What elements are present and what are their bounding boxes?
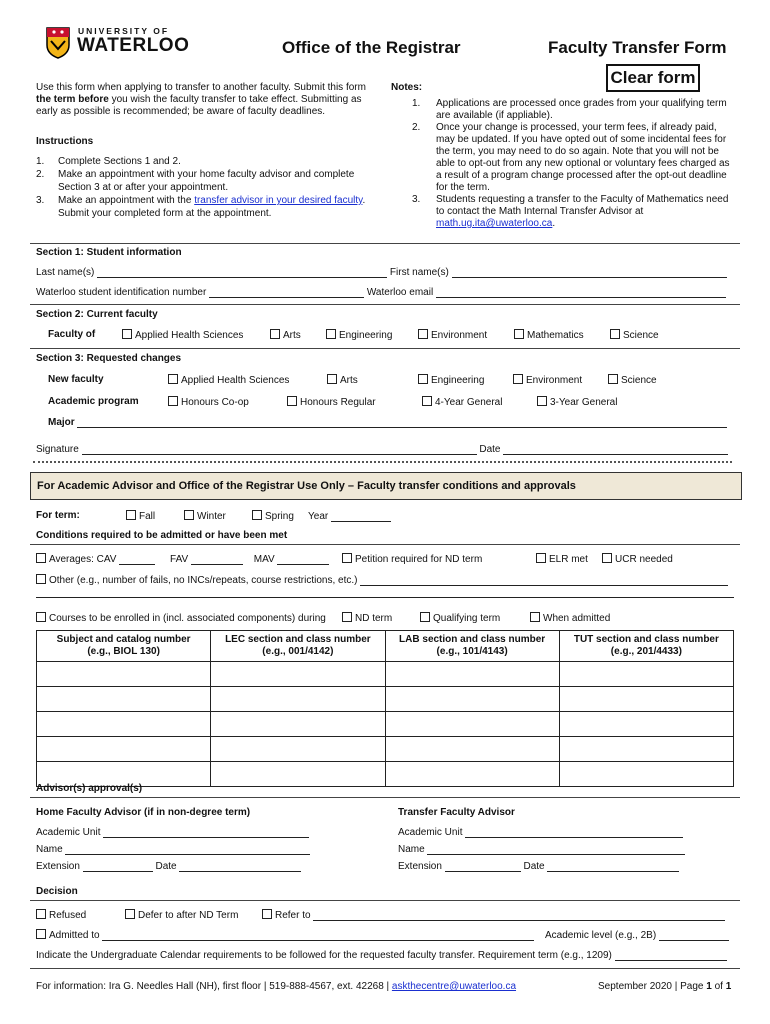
transfer-advisor-link[interactable]: transfer advisor in your desired faculty	[194, 195, 363, 206]
header-example: (e.g., 201/4433)	[610, 646, 682, 657]
divider	[30, 968, 740, 969]
current-faculty-option[interactable]	[610, 329, 659, 341]
instr-num-2: 2.	[36, 169, 45, 180]
header-example: (e.g., BIOL 130)	[87, 646, 160, 657]
decision-heading: Decision	[36, 886, 78, 897]
nd-term-text: ND term	[355, 613, 393, 624]
table-header	[211, 631, 385, 662]
term-option[interactable]	[184, 510, 226, 522]
courses-table	[36, 630, 734, 787]
checkbox[interactable]	[608, 374, 618, 384]
footer-version: September 2020 | Page	[598, 981, 707, 992]
new-faculty-label: New faculty	[48, 374, 104, 385]
logo-line2: WATERLOO	[77, 35, 190, 56]
instr-3-end: .	[362, 195, 366, 206]
new-faculty-option[interactable]	[418, 374, 484, 386]
new-faculty-option[interactable]	[608, 374, 657, 386]
home-advisor-heading: Home Faculty Advisor (if in non-degree term)	[36, 807, 251, 818]
date-label: Date	[479, 444, 501, 455]
home-name-field[interactable]	[65, 843, 310, 855]
footer-info-text: For information: Ira G. Needles Hall (NH), first floor | 519-888-4567, ext. 42268 |	[36, 981, 392, 992]
program-option[interactable]	[168, 396, 249, 408]
divider	[30, 304, 740, 305]
elr-option[interactable]	[536, 553, 588, 565]
home-date-field[interactable]	[179, 860, 301, 872]
instr-3b: Submit your completed form at the appointment.	[58, 208, 272, 219]
refer-text: Refer to	[275, 910, 311, 921]
refused-text: Refused	[49, 910, 87, 921]
checkbox[interactable]	[513, 374, 523, 384]
divider	[30, 243, 740, 244]
transfer-date-label: Date	[523, 861, 545, 872]
page-of: of	[711, 981, 726, 992]
table-cell[interactable]	[211, 712, 385, 737]
table-cell[interactable]	[211, 737, 385, 762]
transfer-date-field[interactable]	[547, 860, 679, 872]
conditions-heading: Conditions required to be admitted or have been met	[36, 530, 288, 541]
term-text: Fall	[139, 511, 156, 522]
academic-level-field[interactable]	[659, 929, 729, 941]
checkbox[interactable]	[514, 329, 524, 339]
header-line: TUT section and class number	[573, 634, 719, 645]
other-field[interactable]	[360, 574, 728, 586]
term-text: Spring	[265, 511, 294, 522]
qualifying-text: Qualifying term	[433, 613, 501, 624]
intro-line-2	[36, 94, 386, 106]
table-cell[interactable]	[37, 662, 211, 687]
last-name-label: Last name(s)	[36, 267, 95, 278]
major-field[interactable]	[77, 416, 727, 428]
other-row	[36, 574, 734, 586]
when-admitted-text: When admitted	[543, 613, 611, 624]
for-term-label: For term:	[36, 510, 80, 521]
refer-field[interactable]	[313, 909, 725, 921]
current-faculty-label: Arts	[283, 330, 301, 341]
intro-line-3: early as possible is recommended; be aware of faculty deadlines.	[36, 106, 326, 117]
checkbox[interactable]	[168, 374, 178, 384]
mav-field[interactable]	[277, 553, 329, 565]
academic-program-label: Academic program	[48, 396, 139, 407]
note-2a: Once your change is processed, your term fees, if already paid,	[436, 122, 717, 133]
defer-text: Defer to after ND Term	[138, 910, 239, 921]
checkbox[interactable]	[342, 553, 352, 563]
refused-option[interactable]	[36, 909, 86, 921]
page-total: 1	[725, 981, 732, 992]
table-cell[interactable]	[37, 712, 211, 737]
transfer-unit-row	[398, 826, 683, 838]
checkbox[interactable]	[536, 553, 546, 563]
program-option[interactable]	[287, 396, 376, 408]
current-faculty-option[interactable]	[122, 329, 243, 341]
last-name-field[interactable]	[97, 266, 387, 278]
year-field[interactable]	[331, 510, 391, 522]
current-faculty-label: Environment	[431, 330, 488, 341]
table-cell[interactable]	[385, 762, 559, 787]
program-option[interactable]	[537, 396, 617, 408]
clear-form-button[interactable]: Clear form	[606, 64, 700, 92]
current-faculty-option[interactable]	[514, 329, 584, 341]
shield-icon	[46, 27, 70, 59]
ucr-option[interactable]	[602, 553, 673, 565]
note-2e: a result of a program change processed after the opt-out deadline	[436, 170, 727, 181]
note-3a: Students requesting a transfer to the Faculty of Mathematics need	[436, 194, 729, 205]
office-use-banner-text: For Academic Advisor and Office of the Registrar Use Only – Faculty transfer conditions and approvals	[37, 480, 576, 492]
current-faculty-option[interactable]	[326, 329, 392, 341]
home-ext-row	[36, 860, 301, 872]
home-unit-row	[36, 826, 309, 838]
first-name-label: First name(s)	[389, 267, 449, 278]
table-cell[interactable]	[385, 712, 559, 737]
table-cell[interactable]	[211, 662, 385, 687]
home-unit-label: Academic Unit	[36, 827, 101, 838]
transfer-ext-row	[398, 860, 679, 872]
when-admitted-option[interactable]	[530, 612, 610, 624]
new-faculty-text: Engineering	[431, 375, 485, 386]
home-ext-label: Extension	[36, 861, 80, 872]
program-text: Honours Co-op	[181, 397, 249, 408]
program-option[interactable]	[422, 396, 502, 408]
checkbox[interactable]	[422, 396, 432, 406]
logo-line1: UNIVERSITY OF	[78, 26, 170, 36]
requirement-row	[36, 949, 727, 961]
header-line: LEC section and class number	[225, 634, 371, 645]
table-row	[37, 737, 734, 762]
table-cell[interactable]	[211, 762, 385, 787]
note-3-end: .	[552, 218, 556, 229]
courses-row	[36, 612, 326, 624]
nd-term-option[interactable]	[342, 612, 392, 624]
instructions-list	[36, 155, 386, 220]
new-faculty-text: Environment	[526, 375, 583, 386]
office-title: Office of the Registrar	[282, 38, 461, 57]
new-faculty-option[interactable]	[513, 374, 582, 386]
transfer-ext-field[interactable]	[445, 860, 521, 872]
checkbox[interactable]	[420, 612, 430, 622]
note-3b: to contact the Math Internal Transfer Advisor at	[436, 206, 644, 217]
cav-field[interactable]	[119, 553, 155, 565]
email-field[interactable]	[436, 286, 726, 298]
current-faculty-option[interactable]	[270, 329, 301, 341]
major-row	[48, 416, 734, 428]
intro-line-2-rest: you wish the faculty transfer to take effect. Submitting as	[108, 94, 362, 105]
admitted-text: Admitted to	[49, 930, 100, 941]
note-2f: for the term.	[436, 182, 490, 193]
table-cell[interactable]	[37, 737, 211, 762]
admitted-row	[36, 929, 534, 941]
checkbox[interactable]	[125, 909, 135, 919]
table-cell[interactable]	[559, 762, 733, 787]
note-1a: Applications are processed once grades from your qualifying term	[436, 98, 727, 109]
note-num-2: 2.	[412, 122, 421, 133]
approval-heading: Advisor(s) approval(s)	[36, 783, 143, 794]
checkbox[interactable]	[530, 612, 540, 622]
notes-list	[412, 98, 742, 230]
instr-2b: Section 3 at or after your appointment.	[58, 182, 229, 193]
divider	[30, 348, 740, 349]
note-num-1: 1.	[412, 98, 421, 109]
name-row	[36, 266, 734, 278]
checkbox[interactable]	[270, 329, 280, 339]
instructions-heading: Instructions	[36, 136, 94, 147]
divider	[30, 900, 740, 901]
table-cell[interactable]	[211, 687, 385, 712]
requirement-term-field[interactable]	[615, 949, 727, 961]
id-row	[36, 286, 734, 298]
intro-line-1: Use this form when applying to transfer to another faculty. Submit this form	[36, 82, 366, 93]
note-num-3: 3.	[412, 194, 421, 205]
home-date-label: Date	[155, 861, 177, 872]
signature-date-field[interactable]	[503, 443, 728, 455]
math-advisor-email-link[interactable]: math.ug.ita@uwaterloo.ca	[436, 218, 553, 229]
footer-info	[36, 981, 516, 992]
petition-option[interactable]	[342, 553, 482, 565]
year-row	[308, 510, 391, 522]
table-header	[559, 631, 733, 662]
section1-heading: Section 1: Student information	[36, 247, 182, 258]
term-text: Winter	[197, 511, 226, 522]
askthecentre-link[interactable]: askthecentre@uwaterloo.ca	[391, 981, 517, 992]
checkbox[interactable]	[418, 329, 428, 339]
new-faculty-text: Arts	[340, 375, 358, 386]
other-label: Other (e.g., number of fails, no INCs/repeats, course restrictions, etc.)	[49, 575, 358, 586]
courses-text: Courses to be enrolled in (incl. associated components) during	[49, 613, 326, 624]
table-cell[interactable]	[385, 687, 559, 712]
divider	[30, 797, 740, 798]
section3-heading: Section 3: Requested changes	[36, 353, 182, 364]
program-text: 4-Year General	[435, 397, 503, 408]
table-cell[interactable]	[559, 737, 733, 762]
table-cell[interactable]	[559, 687, 733, 712]
checkbox[interactable]	[126, 510, 136, 520]
university-logo	[46, 25, 190, 59]
transfer-name-field[interactable]	[427, 843, 685, 855]
elr-text: ELR met	[549, 554, 588, 565]
requirement-text: Indicate the Undergraduate Calendar requirements to be followed for the requested faculty transfer. Requirement term (e.g., 1209)	[36, 950, 612, 961]
transfer-name-label: Name	[398, 844, 425, 855]
header-line: Subject and catalog number	[56, 634, 191, 645]
note-1b: are available (if appliable).	[436, 110, 553, 121]
table-row	[37, 712, 734, 737]
home-ext-field[interactable]	[83, 860, 153, 872]
table-header	[385, 631, 559, 662]
signature-row	[36, 443, 734, 455]
transfer-unit-field[interactable]	[465, 826, 683, 838]
table-header-row	[37, 631, 734, 662]
fav-field[interactable]	[191, 553, 243, 565]
program-text: 3-Year General	[550, 397, 618, 408]
current-faculty-label: Engineering	[339, 330, 393, 341]
home-unit-field[interactable]	[103, 826, 309, 838]
refer-row	[262, 909, 725, 921]
current-faculty-label: Applied Health Sciences	[135, 330, 244, 341]
term-option[interactable]	[252, 510, 294, 522]
table-header	[37, 631, 211, 662]
instr-2a: Make an appointment with your home faculty advisor and complete	[58, 169, 355, 180]
cav-label: Averages: CAV	[49, 554, 117, 565]
intro-emph: the term before	[36, 94, 109, 105]
new-faculty-text: Science	[621, 375, 657, 386]
divider	[30, 544, 740, 545]
notes-heading: Notes:	[391, 82, 423, 93]
program-text: Honours Regular	[300, 397, 376, 408]
instr-1: Complete Sections 1 and 2.	[58, 156, 181, 167]
transfer-ext-label: Extension	[398, 861, 442, 872]
ucr-text: UCR needed	[615, 554, 673, 565]
form-title: Faculty Transfer Form	[548, 38, 727, 57]
year-label: Year	[308, 511, 329, 522]
defer-option[interactable]	[125, 909, 238, 921]
instr-num-1: 1.	[36, 156, 45, 167]
admitted-field[interactable]	[102, 929, 534, 941]
instr-3a: Make an appointment with the	[58, 195, 195, 206]
intro-text	[36, 82, 386, 118]
table-cell[interactable]	[559, 662, 733, 687]
new-faculty-option[interactable]	[168, 374, 289, 386]
petition-text: Petition required for ND term	[355, 554, 483, 565]
table-cell[interactable]	[37, 687, 211, 712]
other-field-line2[interactable]	[36, 597, 734, 598]
checkbox[interactable]	[122, 329, 132, 339]
checkbox[interactable]	[418, 374, 428, 384]
checkbox[interactable]	[602, 553, 612, 563]
new-faculty-text: Applied Health Sciences	[181, 375, 290, 386]
student-id-label: Waterloo student identification number	[36, 287, 207, 298]
home-name-label: Name	[36, 844, 63, 855]
checkbox[interactable]	[184, 510, 194, 520]
current-faculty-option[interactable]	[418, 329, 487, 341]
header-example: (e.g., 001/4142)	[262, 646, 334, 657]
header-line: LAB section and class number	[399, 634, 546, 645]
signature-field[interactable]	[82, 443, 477, 455]
checkbox[interactable]	[342, 612, 352, 622]
mav-label: MAV	[253, 554, 275, 565]
dotted-separator	[33, 461, 732, 463]
checkbox[interactable]	[327, 374, 337, 384]
term-option[interactable]	[126, 510, 155, 522]
table-row	[37, 687, 734, 712]
major-label: Major	[48, 417, 75, 428]
home-name-row	[36, 843, 310, 855]
faculty-of-label: Faculty of	[48, 329, 96, 340]
first-name-field[interactable]	[452, 266, 727, 278]
office-use-banner	[30, 472, 742, 500]
new-faculty-option[interactable]	[327, 374, 358, 386]
checkbox[interactable]	[287, 396, 297, 406]
section2-heading: Section 2: Current faculty	[36, 309, 158, 320]
table-cell[interactable]	[385, 662, 559, 687]
page-number: 1	[706, 981, 712, 992]
note-2b: may be updated. If you have opted out of some incidental fees for	[436, 134, 727, 145]
header-example: (e.g., 101/4143)	[436, 646, 508, 657]
table-row	[37, 662, 734, 687]
checkbox[interactable]	[610, 329, 620, 339]
signature-label: Signature	[36, 444, 79, 455]
transfer-unit-label: Academic Unit	[398, 827, 463, 838]
averages-row	[36, 553, 329, 565]
table-cell[interactable]	[559, 712, 733, 737]
checkbox[interactable]	[36, 612, 46, 622]
checkbox[interactable]	[252, 510, 262, 520]
instr-num-3: 3.	[36, 195, 45, 206]
checkbox[interactable]	[36, 553, 46, 563]
checkbox[interactable]	[537, 396, 547, 406]
qualifying-option[interactable]	[420, 612, 500, 624]
student-id-field[interactable]	[209, 286, 364, 298]
checkbox[interactable]	[36, 909, 46, 919]
current-faculty-label: Science	[623, 330, 659, 341]
transfer-name-row	[398, 843, 685, 855]
checkbox[interactable]	[168, 396, 178, 406]
email-label: Waterloo email	[366, 287, 434, 298]
academic-level-row	[545, 929, 729, 941]
note-2c: the term, you may need to do so again. Note that you will not be	[436, 146, 719, 157]
checkbox[interactable]	[36, 574, 46, 584]
note-2d: able to opt-out from any new optional or voluntary fees charged as	[436, 158, 730, 169]
checkbox[interactable]	[326, 329, 336, 339]
fav-label: FAV	[170, 554, 189, 565]
current-faculty-label: Mathematics	[527, 330, 584, 341]
transfer-advisor-heading: Transfer Faculty Advisor	[398, 807, 515, 818]
checkbox[interactable]	[36, 929, 46, 939]
academic-level-label: Academic level (e.g., 2B)	[545, 930, 657, 941]
footer-page	[598, 981, 731, 992]
table-cell[interactable]	[385, 737, 559, 762]
checkbox[interactable]	[262, 909, 272, 919]
